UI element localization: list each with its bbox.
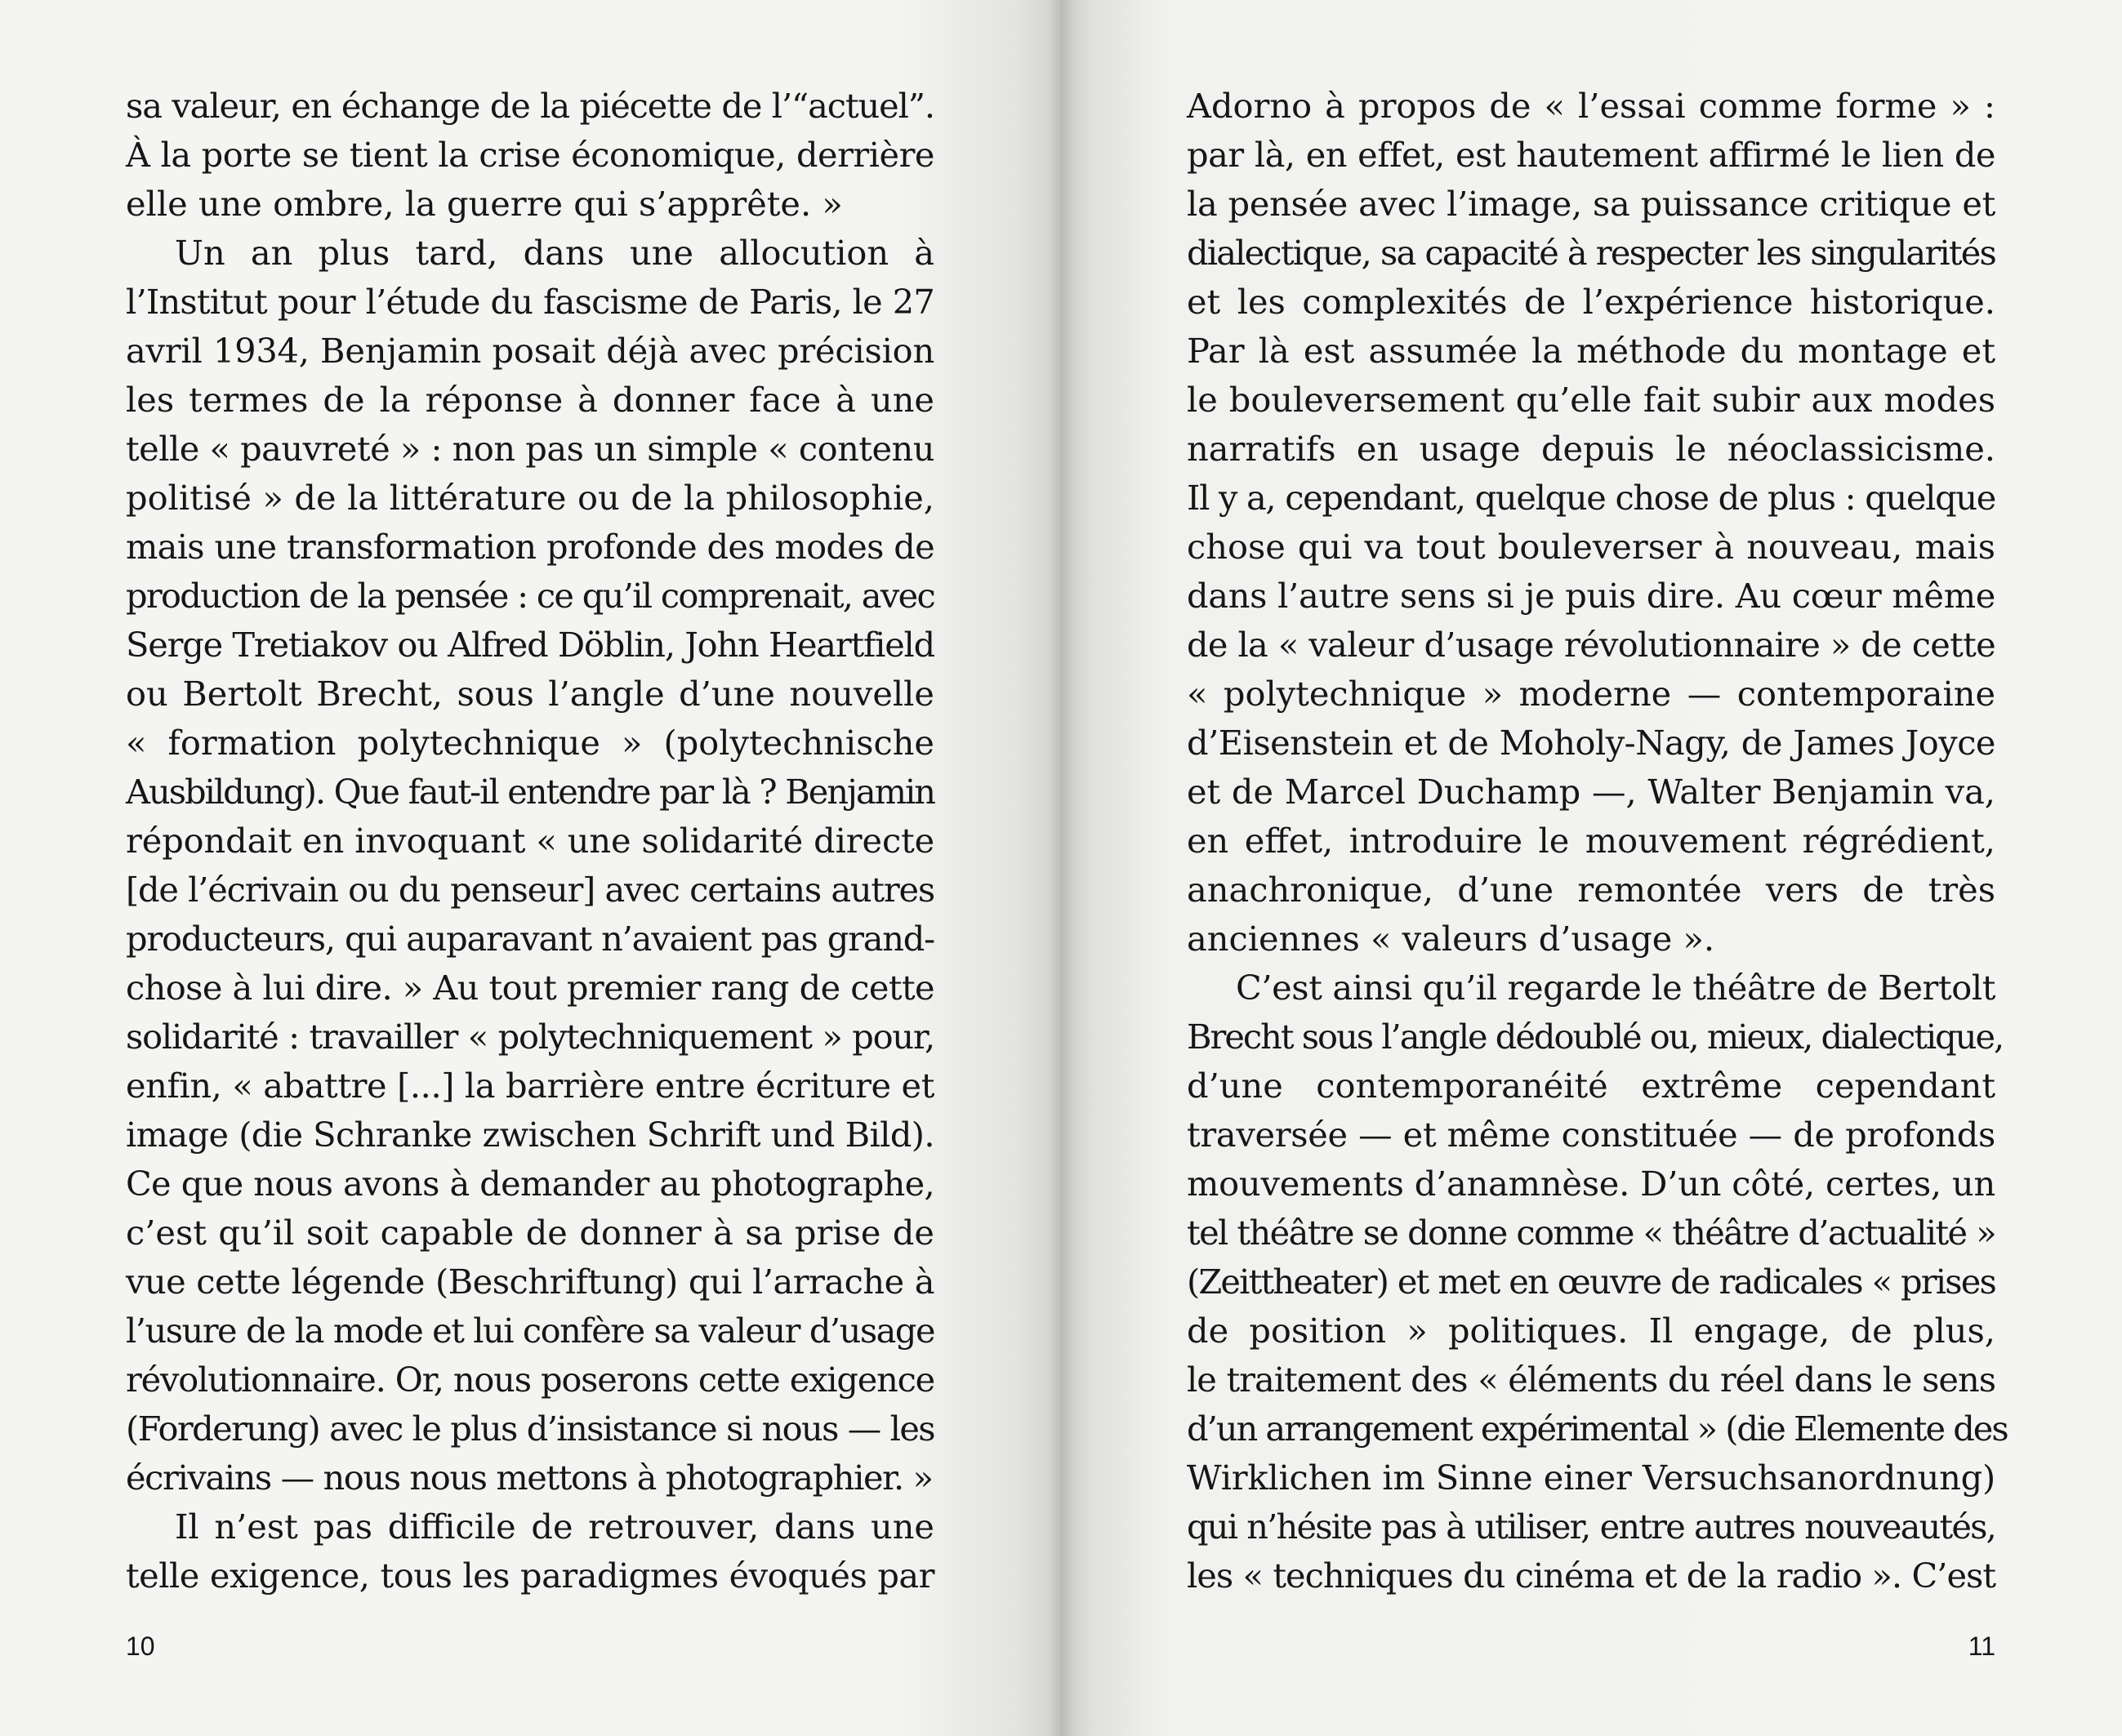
page-number-left: 10 xyxy=(126,1631,155,1661)
text-line: Brecht sous l’angle dédoublé ou, mieux, dialectique, xyxy=(1187,1017,2004,1057)
text-line: image (die Schranke zwischen Schrift und Bild). xyxy=(126,1115,934,1155)
text-line: producteurs, qui auparavant n’avaient pas grand- xyxy=(126,919,934,959)
text-line: vue cette légende (Beschriftung) qui l’arrache à xyxy=(126,1262,934,1302)
text-line: [de l’écrivain ou du penseur] avec certains autres xyxy=(126,870,934,910)
text-line: telle « pauvreté » : non pas un simple « contenu xyxy=(126,429,934,469)
text-line: narratifs en usage depuis le néoclassicisme. xyxy=(1187,429,1995,469)
text-line: d’un arrangement expérimental » (die Elemente des xyxy=(1187,1409,2008,1449)
right-page-text xyxy=(1187,82,2008,1600)
text-line: politisé » de la littérature ou de la philosophie, xyxy=(126,478,934,518)
text-line: anachronique, d’une remontée vers de très xyxy=(1187,870,1995,910)
text-line: production de la pensée : ce qu’il comprenait, avec xyxy=(126,576,934,616)
text-line: mais une transformation profonde des modes de xyxy=(126,527,934,567)
text-line: « formation polytechnique » (polytechnische xyxy=(126,723,934,763)
text-line: (Zeittheater) et met en œuvre de radicales « prises xyxy=(1187,1262,1995,1302)
text-line: par là, en effet, est hautement affirmé le lien de xyxy=(1187,135,1995,175)
text-line: ou Bertolt Brecht, sous l’angle d’une nouvelle xyxy=(126,674,934,714)
text-line: d’une contemporanéité extrême cependant xyxy=(1187,1066,1995,1106)
text-line: l’usure de la mode et lui confère sa valeur d’usage xyxy=(126,1311,934,1351)
text-line: À la porte se tient la crise économique, derrière xyxy=(126,135,934,175)
text-line: de la « valeur d’usage révolutionnaire » de cette xyxy=(1187,625,1995,665)
text-line: Un an plus tard, dans une allocution à xyxy=(175,233,934,273)
text-line: c’est qu’il soit capable de donner à sa prise de xyxy=(126,1213,934,1253)
text-line: les « techniques du cinéma et de la radio ». C’est xyxy=(1187,1556,1995,1596)
text-line: les termes de la réponse à donner face à une xyxy=(126,380,934,420)
text-line: chose qui va tout bouleverser à nouveau, mais xyxy=(1187,527,1995,567)
text-line: Il n’est pas difficile de retrouver, dans une xyxy=(175,1507,934,1547)
text-line: « polytechnique » moderne — contemporaine xyxy=(1187,674,1995,714)
text-line: le traitement des « éléments du réel dans le sens xyxy=(1187,1360,1995,1400)
text-line: tel théâtre se donne comme « théâtre d’actualité » xyxy=(1187,1213,1995,1253)
text-line: révolutionnaire. Or, nous poserons cette exigence xyxy=(126,1360,934,1400)
text-line: sa valeur, en échange de la piécette de l’“actuel”. xyxy=(126,86,934,126)
text-line: C’est ainsi qu’il regarde le théâtre de Bertolt xyxy=(1236,968,1995,1008)
text-line: répondait en invoquant « une solidarité directe xyxy=(126,821,935,861)
text-line: et les complexités de l’expérience historique. xyxy=(1187,282,1995,322)
text-line: d’Eisenstein et de Moholy-Nagy, de James Joyce xyxy=(1187,723,1995,763)
text-line: Wirklichen im Sinne einer Versuchsanordnung) xyxy=(1187,1458,1995,1498)
text-line: enfin, « abattre [...] la barrière entre écriture et xyxy=(126,1066,934,1106)
text-line: l’Institut pour l’étude du fascisme de Paris, le 27 xyxy=(126,282,934,322)
text-line: Ce que nous avons à demander au photographe, xyxy=(126,1164,934,1204)
text-line: anciennes « valeurs d’usage ». xyxy=(1187,919,1715,959)
text-line: la pensée avec l’image, sa puissance critique et xyxy=(1187,184,1995,224)
text-line: dialectique, sa capacité à respecter les singularités xyxy=(1187,233,1995,273)
text-line: Il y a, cependant, quelque chose de plus : quelque xyxy=(1187,478,1996,518)
text-line: écrivains — nous nous mettons à photographier. » xyxy=(126,1458,933,1498)
text-line: Ausbildung). Que faut-il entendre par là ? Benjamin xyxy=(126,772,934,812)
text-line: Par là est assumée la méthode du montage et xyxy=(1187,331,1995,371)
page-number-right: 11 xyxy=(1968,1631,1995,1661)
text-line: avril 1934, Benjamin posait déjà avec précision xyxy=(126,331,934,371)
text-line: chose à lui dire. » Au tout premier rang de cette xyxy=(126,968,934,1008)
text-line: le bouleversement qu’elle fait subir aux modes xyxy=(1187,380,1995,420)
right-page xyxy=(1061,0,2122,1736)
text-line: telle exigence, tous les paradigmes évoqués par xyxy=(126,1556,934,1596)
text-line: (Forderung) avec le plus d’insistance si nous — les xyxy=(126,1409,934,1449)
left-page-text xyxy=(126,82,934,1600)
text-line: mouvements d’anamnèse. D’un côté, certes, un xyxy=(1187,1164,1995,1204)
book-gutter xyxy=(1049,0,1073,1736)
text-line: Serge Tretiakov ou Alfred Döblin, John Heartfield xyxy=(126,625,934,665)
text-line: traversée — et même constituée — de profonds xyxy=(1187,1115,1995,1155)
text-line: et de Marcel Duchamp —, Walter Benjamin va, xyxy=(1187,772,1995,812)
text-line: en effet, introduire le mouvement régrédient, xyxy=(1187,821,1995,861)
text-line: Adorno à propos de « l’essai comme forme » : xyxy=(1187,86,1995,126)
text-line: elle une ombre, la guerre qui s’apprête. » xyxy=(126,184,843,224)
text-line: qui n’hésite pas à utiliser, entre autres nouveautés, xyxy=(1187,1507,1995,1547)
text-line: solidarité : travailler « polytechniquement » pour, xyxy=(126,1017,934,1057)
text-line: de position » politiques. Il engage, de plus, xyxy=(1187,1311,1995,1351)
text-line: dans l’autre sens si je puis dire. Au cœur même xyxy=(1187,576,1995,616)
